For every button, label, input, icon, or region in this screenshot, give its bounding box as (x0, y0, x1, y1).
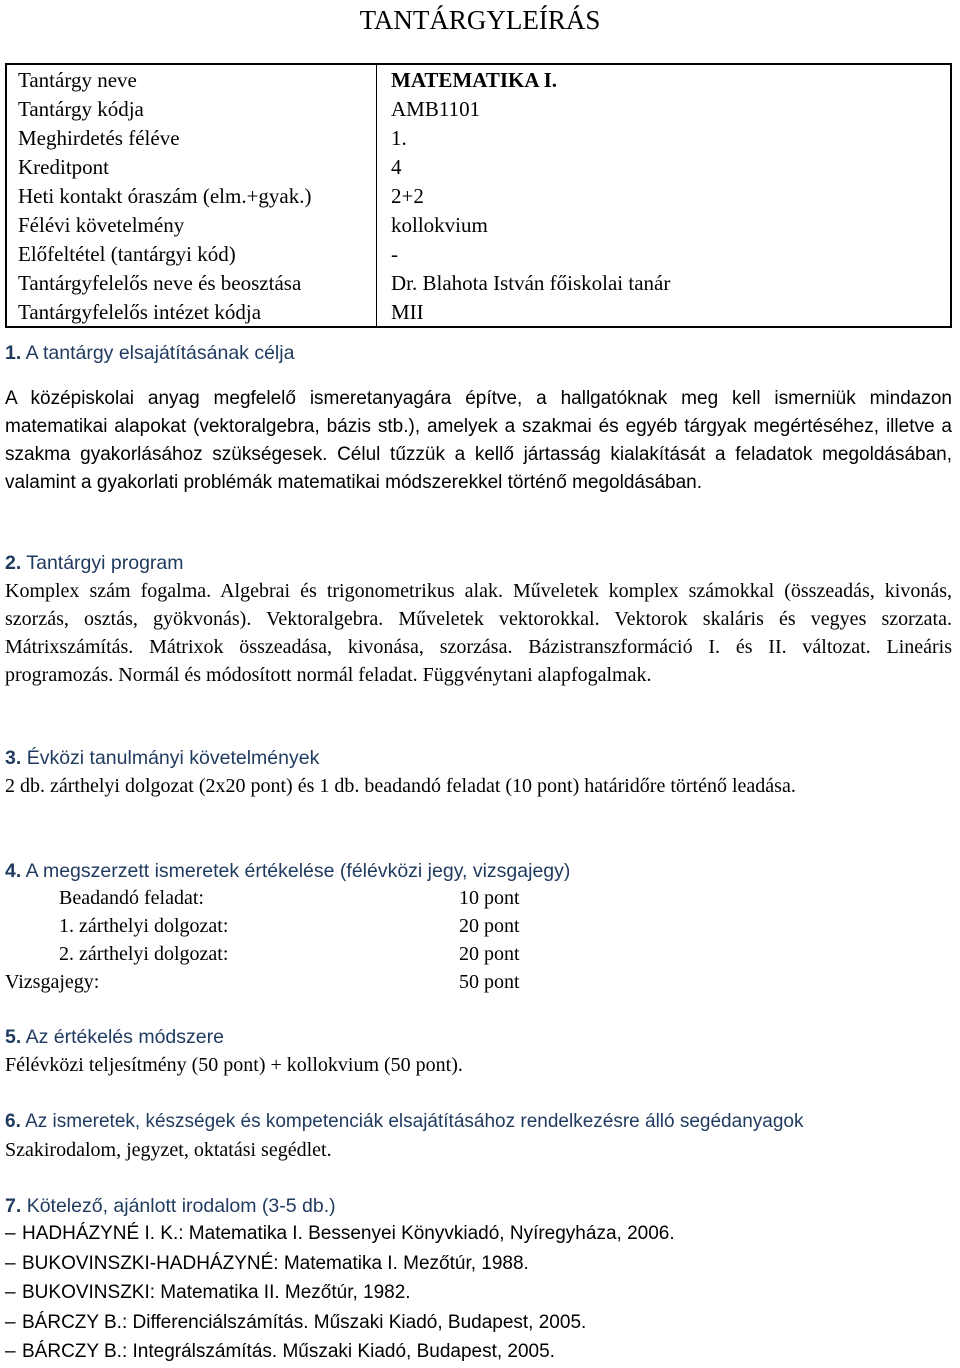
dash-bullet: – (5, 1252, 16, 1274)
section-title: Az értékelés módszere (25, 1026, 224, 1048)
section-number: 2. (5, 552, 22, 574)
section-1-heading (5, 339, 294, 367)
row-value: AMB1101 (391, 96, 481, 121)
reference-text: HADHÁZYNÉ I. K.: Matematika I. Bessenyei Könyvkiadó, Nyíregyháza, 2006. (22, 1223, 675, 1244)
table-row (6, 64, 951, 94)
section-title: A megszerzett ismeretek értékelése (félévközi jegy, vizsgajegy) (25, 860, 571, 882)
grade-row (0, 912, 960, 940)
section-4-heading (5, 857, 570, 885)
table-row (6, 297, 951, 327)
row-value: 1. (391, 125, 407, 150)
grade-row (0, 940, 960, 968)
section-number: 3. (5, 747, 22, 769)
row-value: Dr. Blahota István főiskolai tanár (391, 270, 671, 295)
course-info-table (5, 63, 952, 328)
row-label: Félévi követelmény (6, 210, 377, 239)
grade-value: 10 pont (459, 887, 520, 909)
row-label: Tantárgy kódja (6, 94, 377, 123)
row-label: Heti kontakt óraszám (elm.+gyak.) (6, 181, 377, 210)
grade-row (0, 884, 960, 912)
section-1-text: A középiskolai anyag megfelelő ismeretanyagára építve, a hallgatóknak meg kell ismerniük mindazon matematikai alapokat (vektoralgebra, bázis stb.), amelyek a szakmai és egyéb tárgyak megértéséhez, illetve a szakma gyakorlásához szükségesek. Célul tűzzük a kellő jártasság kialakítását a feladatok megoldásában, valamint a gyakorlati problémák matematikai módszerekkel történő megoldásában. (5, 388, 952, 493)
row-value: kollokvium (391, 212, 488, 237)
document-title: TANTÁRGYLEÍRÁS (359, 5, 601, 35)
section-2-heading (5, 549, 184, 577)
list-item (5, 1308, 955, 1338)
dash-bullet: – (5, 1223, 16, 1244)
list-item (5, 1278, 955, 1308)
row-value: MII (391, 299, 424, 324)
dash-bullet: – (5, 1311, 16, 1333)
row-label: Meghirdetés féléve (6, 123, 377, 152)
table-row (6, 210, 951, 239)
section-number: 6. (5, 1111, 21, 1132)
row-value: MATEMATIKA I. (391, 67, 558, 92)
section-6-text: Szakirodalom, jegyzet, oktatási segédlet. (5, 1139, 332, 1161)
reference-text: BÁRCZY B.: Integrálszámítás. Műszaki Kiadó, Budapest, 2005. (22, 1341, 555, 1362)
table-row (6, 181, 951, 210)
grade-label: 1. zárthelyi dolgozat: (59, 915, 229, 937)
grade-label: Beadandó feladat: (59, 887, 204, 909)
row-label: Tantárgyfelelős neve és beosztása (6, 268, 377, 297)
dash-bullet: – (5, 1341, 16, 1362)
section-6-heading (5, 1108, 803, 1136)
section-5-text: Félévközi teljesítmény (50 pont) + kollokvium (50 pont). (5, 1054, 463, 1076)
reference-text: BUKOVINSZKI: Matematika II. Mezőtúr, 1982. (22, 1282, 411, 1303)
list-item (5, 1249, 955, 1279)
table-row (6, 152, 951, 181)
dash-bullet: – (5, 1282, 16, 1303)
section-title: Az ismeretek, készségek és kompetenciák elsajátításához rendelkezésre álló segédanyagok (25, 1111, 804, 1132)
grade-value: 20 pont (459, 915, 520, 937)
section-title: Évközi tanulmányi követelmények (26, 747, 320, 769)
list-item (5, 1337, 955, 1367)
section-number: 5. (5, 1026, 22, 1048)
row-label: Tantárgy neve (6, 64, 377, 94)
reference-text: BÁRCZY B.: Differenciálszámítás. Műszaki Kiadó, Budapest, 2005. (22, 1311, 587, 1333)
section-number: 1. (5, 342, 22, 364)
grade-row (0, 968, 960, 996)
section-7-heading (5, 1192, 336, 1220)
table-row (6, 94, 951, 123)
row-label: Tantárgyfelelős intézet kódja (6, 297, 377, 327)
grade-value: 20 pont (459, 943, 520, 965)
section-number: 7. (5, 1195, 22, 1217)
section-number: 4. (5, 860, 22, 882)
reference-text: BUKOVINSZKI-HADHÁZYNÉ: Matematika I. Mezőtúr, 1988. (22, 1252, 529, 1274)
section-3-text: 2 db. zárthelyi dolgozat (2x20 pont) és 1 db. beadandó feladat (10 pont) határidőre történő leadása. (5, 775, 796, 797)
section-5-heading (5, 1023, 224, 1051)
section-title: Tantárgyi program (26, 552, 184, 574)
grade-label: Vizsgajegy: (5, 971, 100, 993)
row-value: 4 (391, 154, 402, 179)
section-title: Kötelező, ajánlott irodalom (3-5 db.) (26, 1195, 336, 1217)
reference-list (5, 1219, 955, 1367)
row-value: - (391, 241, 398, 266)
row-value: 2+2 (391, 183, 424, 208)
table-row (6, 268, 951, 297)
table-row (6, 123, 951, 152)
list-item (5, 1219, 955, 1249)
grade-value: 50 pont (459, 971, 520, 993)
section-title: A tantárgy elsajátításának célja (25, 342, 295, 364)
section-2-text: Komplex szám fogalma. Algebrai és trigonometrikus alak. Műveletek komplex számokkal (összeadás, kivonás, szorzás, osztás, gyökvonás). Vektoralgebra. Műveletek vektorokkal. Vektorok skaláris és vegyes szorzata. Mátrixszámítás. Mátrixok összeadása, kivonása, szorzása. Bázistranszformáció I. és II. változat. Lineáris programozás. Normál és módosított normál feladat. Függvénytani alapfogalmak. (5, 580, 952, 686)
table-row (6, 239, 951, 268)
grade-label: 2. zárthelyi dolgozat: (59, 943, 229, 965)
row-label: Előfeltétel (tantárgyi kód) (6, 239, 377, 268)
row-label: Kreditpont (6, 152, 377, 181)
section-3-heading (5, 744, 319, 772)
